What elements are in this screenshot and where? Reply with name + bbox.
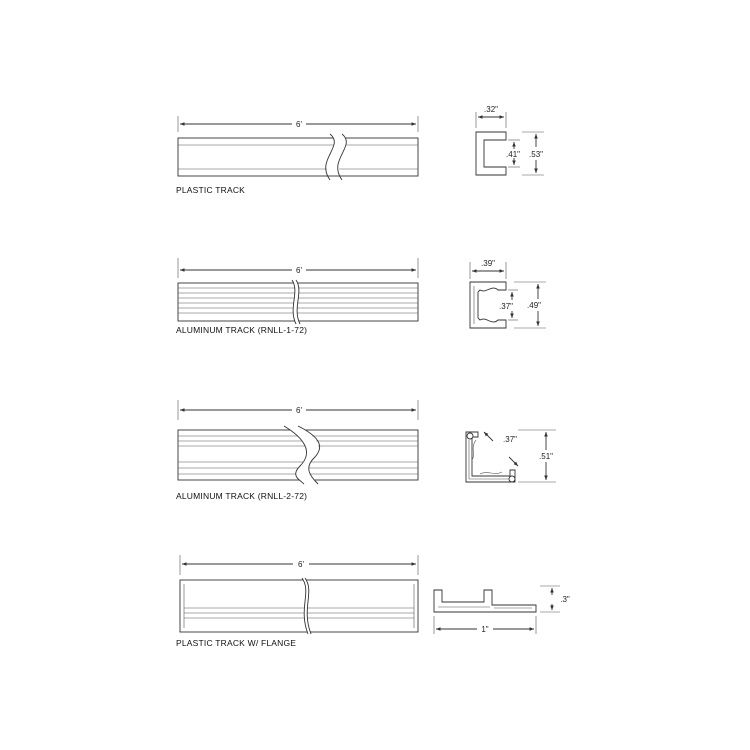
length-label: 6' xyxy=(298,560,304,569)
length-label: 6' xyxy=(296,406,302,415)
length-label: 6' xyxy=(296,120,302,129)
outer-height-label: .49" xyxy=(527,301,541,310)
c-channel-profile xyxy=(476,132,506,175)
track-caption: ALUMINUM TRACK (RNLL-2-72) xyxy=(176,491,308,501)
track-caption: PLASTIC TRACK xyxy=(176,185,246,195)
aluminum-track-1-section xyxy=(176,258,546,335)
inner-height-label: .37" xyxy=(499,302,513,311)
outer-height-label: .51" xyxy=(539,452,553,461)
width-label: .39" xyxy=(481,259,495,268)
length-label: 6' xyxy=(296,266,302,275)
outer-height-label: .53" xyxy=(529,150,543,159)
track-caption: ALUMINUM TRACK (RNLL-1-72) xyxy=(176,325,308,335)
plastic-track-section xyxy=(176,105,544,195)
width-label: .32" xyxy=(484,105,498,114)
width-label: 1" xyxy=(481,625,489,634)
flange-track-section xyxy=(176,555,570,648)
track-side-view xyxy=(180,580,418,632)
aluminum-track-2-section xyxy=(176,400,556,501)
track-caption: PLASTIC TRACK W/ FLANGE xyxy=(176,638,297,648)
track-side-view xyxy=(178,138,418,176)
flange-profile xyxy=(434,590,536,612)
height-label: .3" xyxy=(560,595,570,604)
diagonal-label: .37" xyxy=(503,435,517,444)
inner-height-label: .41" xyxy=(506,150,520,159)
